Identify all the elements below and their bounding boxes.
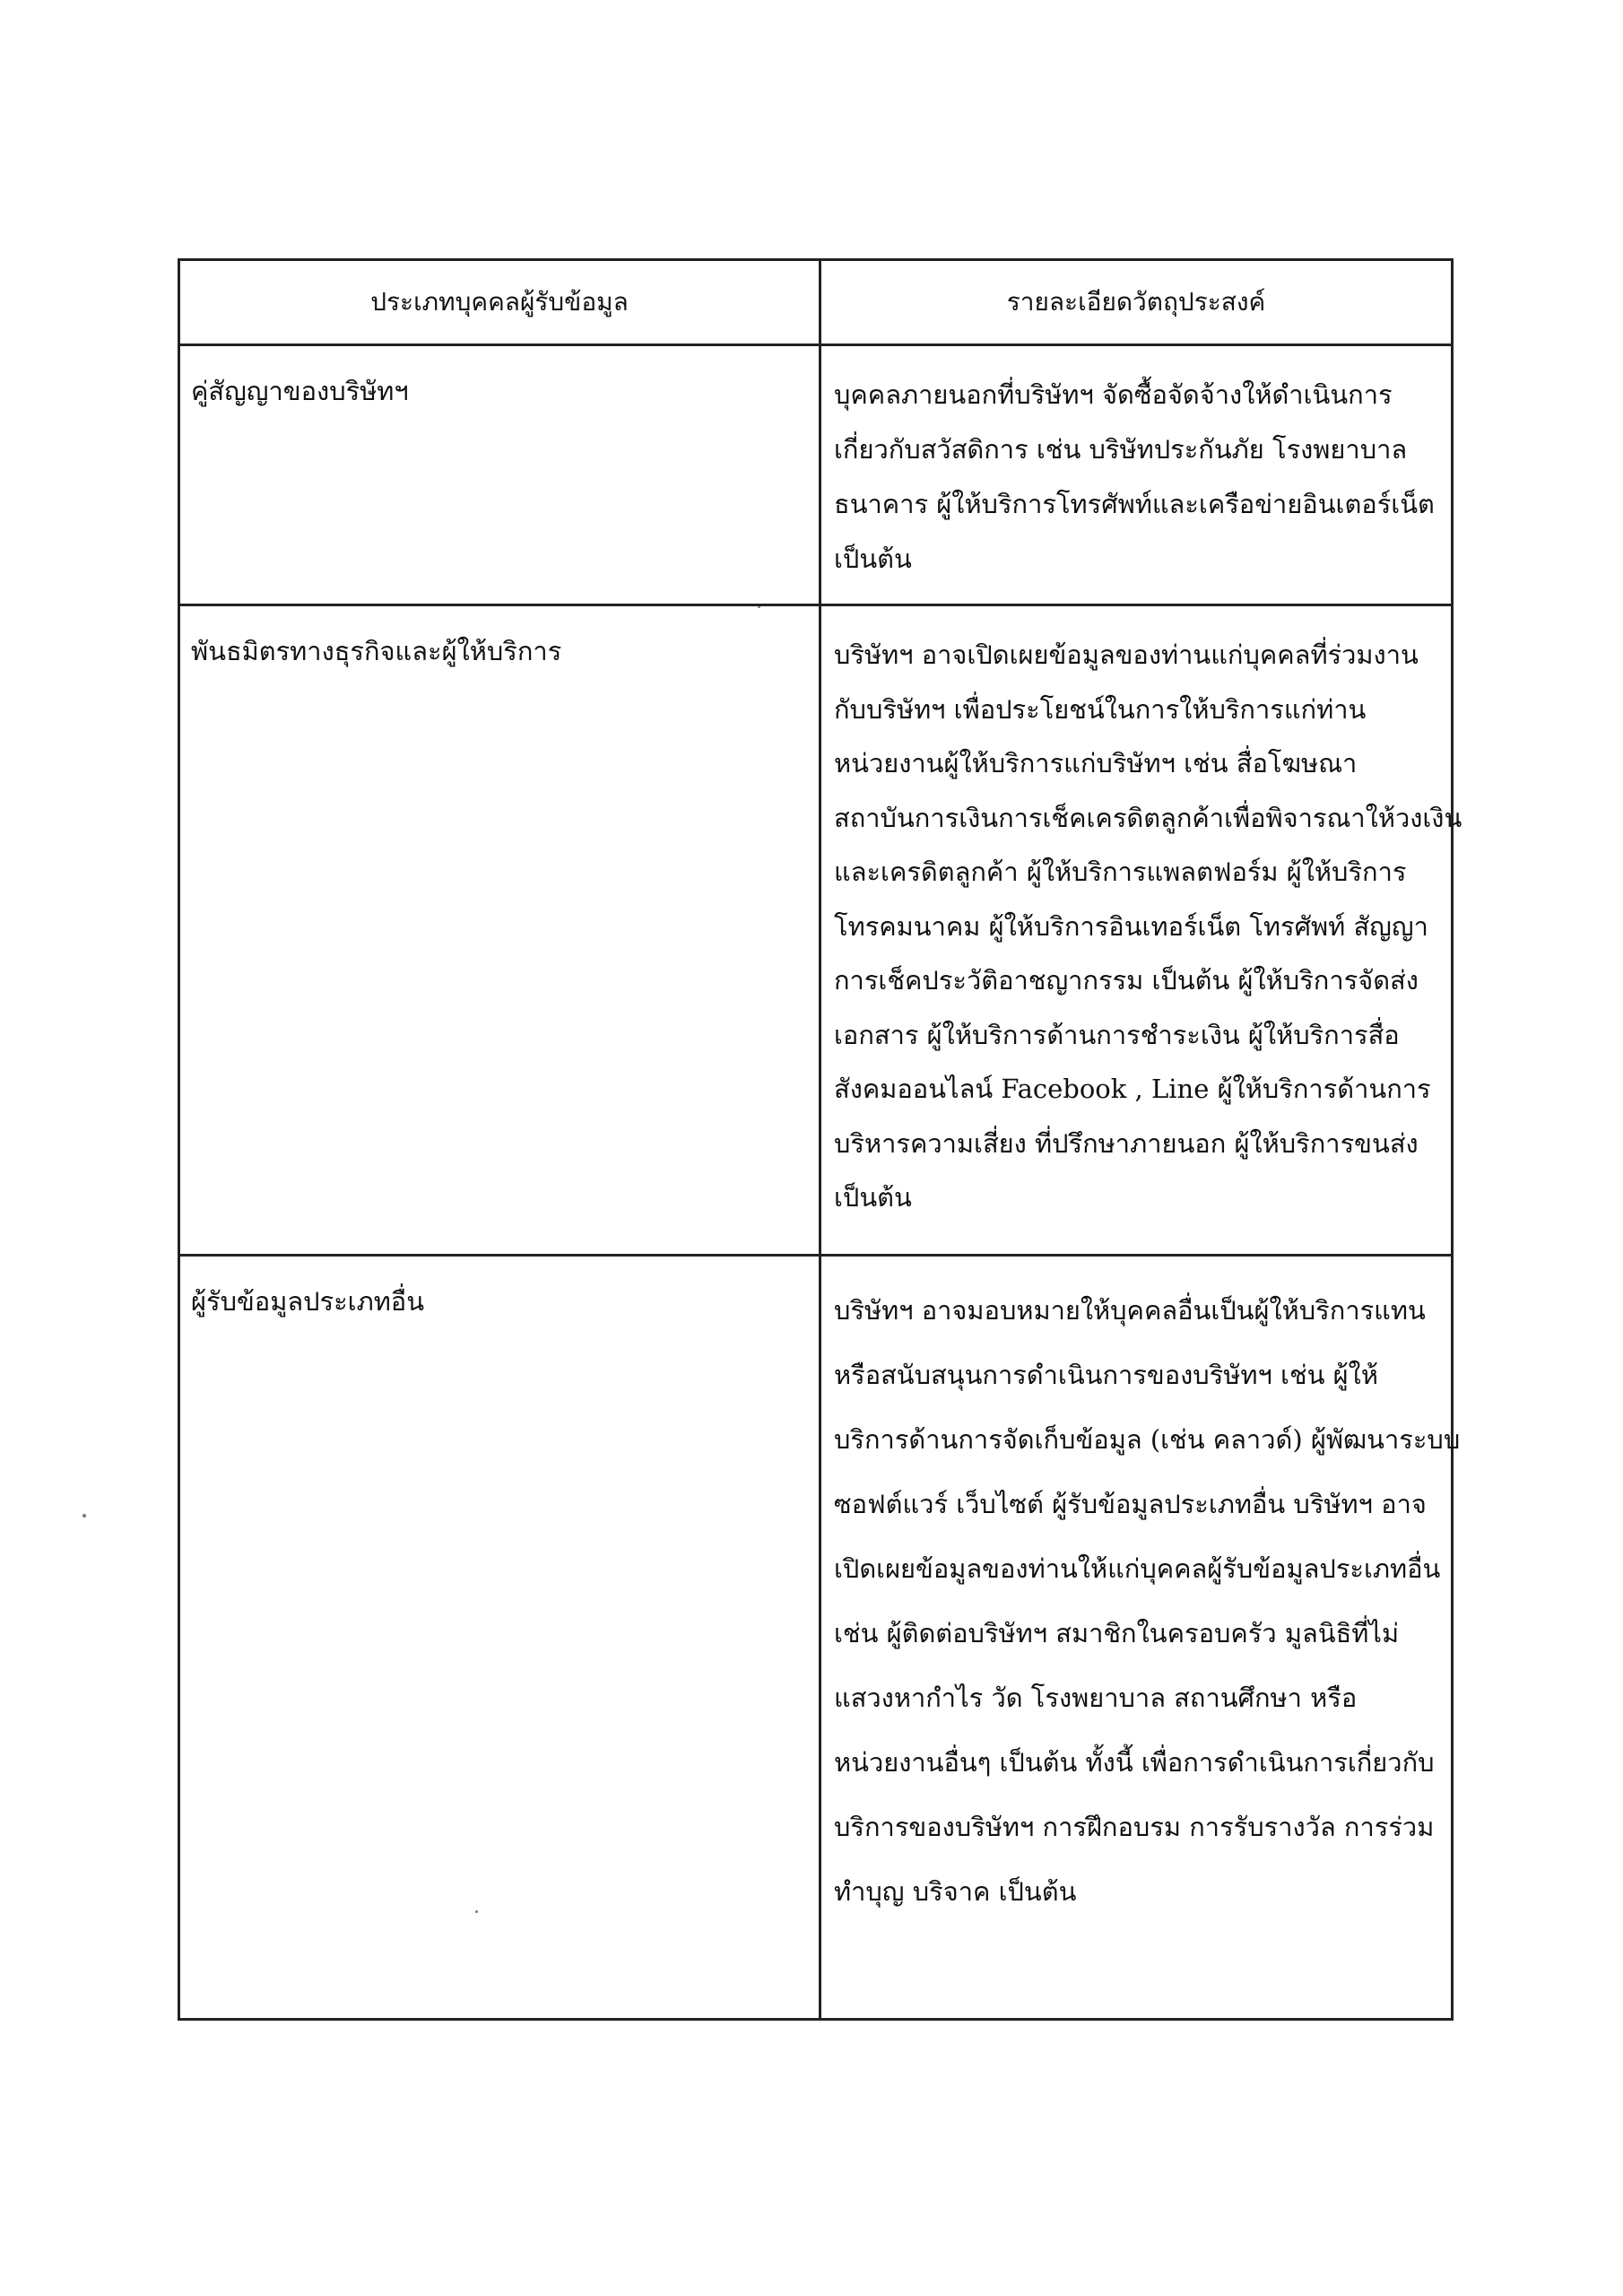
detail-line: การเช็คประวัติอาชญากรรม เป็นต้น ผู้ให้บริการจัดส่ง xyxy=(834,965,1419,996)
table-header-row xyxy=(179,260,1453,345)
detail-line: เป็นต้น xyxy=(834,544,912,574)
recipient-type-cell: ผู้รับข้อมูลประเภทอื่น xyxy=(179,1256,820,2020)
header-purpose-detail: รายละเอียดวัตถุประสงค์ xyxy=(820,260,1453,345)
detail-line: ทำบุญ บริจาค เป็นต้น xyxy=(834,1876,1077,1907)
detail-line: เกี่ยวกับสวัสดิการ เช่น บริษัทประกันภัย โรงพยาบาล xyxy=(834,434,1408,465)
detail-line: กับบริษัทฯ เพื่อประโยชน์ในการให้บริการแก่ท่าน xyxy=(834,693,1367,725)
detail-line: หน่วยงานอื่นๆ เป็นต้น ทั้งนี้ เพื่อการดำเนินการเกี่ยวกับ xyxy=(834,1747,1435,1778)
table-row xyxy=(179,605,1453,1256)
detail-line: บริหารความเสี่ยง ที่ปรึกษาภายนอก ผู้ให้บริการขนส่ง xyxy=(834,1127,1419,1159)
detail-line: ธนาคาร ผู้ให้บริการโทรศัพท์และเครือข่ายอินเตอร์เน็ต xyxy=(834,489,1435,519)
header-recipient-type: ประเภทบุคคลผู้รับข้อมูล xyxy=(179,260,820,345)
purpose-detail-cell xyxy=(820,345,1453,605)
scan-speck xyxy=(82,1514,86,1518)
purpose-detail-cell xyxy=(820,1256,1461,2020)
table-row xyxy=(179,1256,1453,2020)
detail-line: ซอฟต์แวร์ เว็บไซต์ ผู้รับข้อมูลประเภทอื่น บริษัทฯ อาจ xyxy=(834,1489,1427,1519)
detail-line: บริษัทฯ อาจมอบหมายให้บุคคลอื่นเป็นผู้ให้บริการแทน xyxy=(834,1295,1426,1326)
table-row xyxy=(179,345,1453,605)
detail-line: บริการของบริษัทฯ การฝึกอบรม การรับรางวัล การร่วม xyxy=(834,1812,1435,1842)
detail-line: หรือสนับสนุนการดำเนินการของบริษัทฯ เช่น ผู้ให้ xyxy=(834,1360,1378,1390)
detail-line: เช่น ผู้ติดต่อบริษัทฯ สมาชิกในครอบครัว มูลนิธิที่ไม่ xyxy=(834,1618,1400,1648)
scan-speck xyxy=(758,606,760,608)
recipient-type-cell: คู่สัญญาของบริษัทฯ xyxy=(179,345,820,605)
recipient-purpose-table xyxy=(178,258,1462,2021)
detail-line: โทรคมนาคม ผู้ให้บริการอินเทอร์เน็ต โทรศัพท์ สัญญา xyxy=(834,910,1428,942)
detail-line: บริษัทฯ อาจเปิดเผยข้อมูลของท่านแก่บุคคลที่ร่วมงาน xyxy=(834,639,1419,670)
detail-line: สถาบันการเงินการเช็คเครดิตลูกค้าเพื่อพิจารณาให้วงเงิน xyxy=(834,802,1462,833)
scan-speck xyxy=(475,1910,478,1913)
detail-line: และเครดิตลูกค้า ผู้ให้บริการแพลตฟอร์ม ผู้ให้บริการ xyxy=(834,857,1407,887)
detail-line: เป็นต้น xyxy=(834,1182,912,1213)
detail-line: บริการด้านการจัดเก็บข้อมูล (เช่น คลาวด์) ผู้พัฒนาระบบ xyxy=(834,1424,1461,1455)
detail-line: เปิดเผยข้อมูลของท่านให้แก่บุคคลผู้รับข้อมูลประเภทอื่น xyxy=(834,1553,1441,1584)
purpose-detail-cell xyxy=(820,605,1462,1256)
detail-line: เอกสาร ผู้ให้บริการด้านการชำระเงิน ผู้ให้บริการสื่อ xyxy=(834,1019,1400,1050)
detail-line: แสวงหากำไร วัด โรงพยาบาล สถานศึกษา หรือ xyxy=(834,1683,1358,1713)
detail-line: สังคมออนไลน์ Facebook , Line ผู้ให้บริการด้านการ xyxy=(834,1074,1431,1104)
detail-line: บุคคลภายนอกที่บริษัทฯ จัดซื้อจัดจ้างให้ดำเนินการ xyxy=(834,379,1393,410)
detail-line: หน่วยงานผู้ให้บริการแก่บริษัทฯ เช่น สื่อโฆษณา xyxy=(834,748,1358,778)
recipient-type-cell: พันธมิตรทางธุรกิจและผู้ให้บริการ xyxy=(179,605,820,1256)
